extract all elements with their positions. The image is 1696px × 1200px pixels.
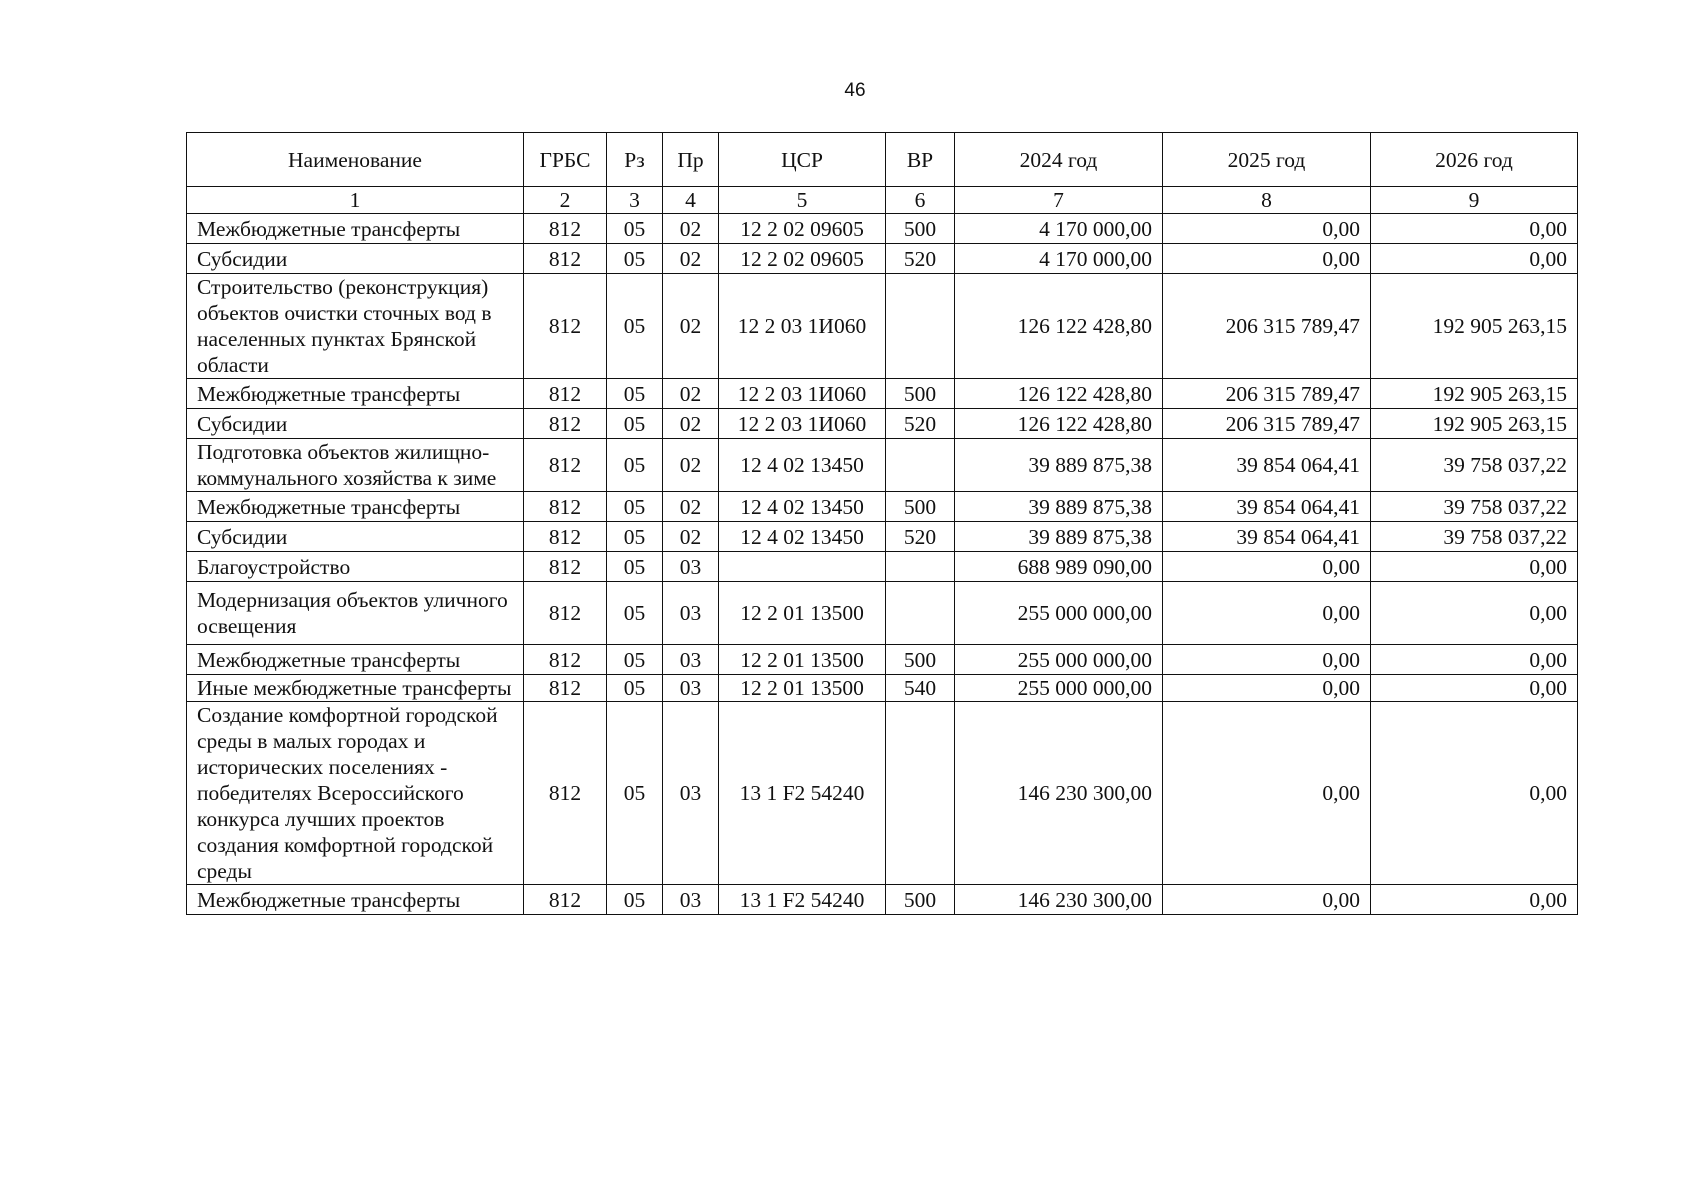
cell-grbs: 812 <box>524 379 607 409</box>
cell-2025: 0,00 <box>1163 214 1371 244</box>
cell-name: Субсидии <box>187 522 524 552</box>
cell-vr: 520 <box>886 409 955 439</box>
cell-pr: 02 <box>663 214 719 244</box>
cell-csr: 12 2 01 13500 <box>719 645 886 675</box>
cell-grbs: 812 <box>524 552 607 582</box>
cell-pr: 03 <box>663 675 719 702</box>
table-row <box>187 582 1578 645</box>
cell-csr: 12 2 01 13500 <box>719 675 886 702</box>
cell-2026: 0,00 <box>1371 885 1578 915</box>
cell-2025: 0,00 <box>1163 702 1371 885</box>
cell-vr: 500 <box>886 379 955 409</box>
cell-rz: 05 <box>607 379 663 409</box>
cell-2026: 0,00 <box>1371 645 1578 675</box>
cell-pr: 03 <box>663 582 719 645</box>
cell-2025: 0,00 <box>1163 675 1371 702</box>
cell-2024: 255 000 000,00 <box>955 645 1163 675</box>
cell-2024: 4 170 000,00 <box>955 244 1163 274</box>
cell-csr: 12 2 03 1И060 <box>719 379 886 409</box>
cell-2026: 0,00 <box>1371 582 1578 645</box>
header-csr: ЦСР <box>719 133 886 187</box>
cell-pr: 03 <box>663 552 719 582</box>
cell-csr: 12 2 02 09605 <box>719 214 886 244</box>
header-pr: Пр <box>663 133 719 187</box>
cell-2026: 192 905 263,15 <box>1371 409 1578 439</box>
cell-rz: 05 <box>607 582 663 645</box>
column-number: 7 <box>955 187 1163 214</box>
cell-2025: 39 854 064,41 <box>1163 492 1371 522</box>
column-number: 8 <box>1163 187 1371 214</box>
header-2026: 2026 год <box>1371 133 1578 187</box>
cell-vr <box>886 552 955 582</box>
cell-grbs: 812 <box>524 274 607 379</box>
table-row <box>187 885 1578 915</box>
cell-grbs: 812 <box>524 582 607 645</box>
column-number: 9 <box>1371 187 1578 214</box>
cell-2026: 39 758 037,22 <box>1371 522 1578 552</box>
cell-2024: 255 000 000,00 <box>955 582 1163 645</box>
cell-rz: 05 <box>607 274 663 379</box>
cell-vr <box>886 582 955 645</box>
cell-grbs: 812 <box>524 439 607 492</box>
cell-2025: 206 315 789,47 <box>1163 274 1371 379</box>
cell-name: Строительство (реконструкция) объектов очистки сточных вод в населенных пунктах Брянской области <box>187 274 524 379</box>
cell-rz: 05 <box>607 885 663 915</box>
cell-pr: 02 <box>663 274 719 379</box>
cell-2025: 0,00 <box>1163 244 1371 274</box>
table-row <box>187 552 1578 582</box>
cell-vr <box>886 439 955 492</box>
cell-2024: 255 000 000,00 <box>955 675 1163 702</box>
cell-2024: 4 170 000,00 <box>955 214 1163 244</box>
cell-2025: 39 854 064,41 <box>1163 439 1371 492</box>
cell-grbs: 812 <box>524 214 607 244</box>
cell-csr: 12 2 02 09605 <box>719 244 886 274</box>
column-number: 6 <box>886 187 955 214</box>
cell-2026: 0,00 <box>1371 244 1578 274</box>
cell-rz: 05 <box>607 675 663 702</box>
cell-2025: 0,00 <box>1163 552 1371 582</box>
table-row <box>187 274 1578 379</box>
cell-vr: 540 <box>886 675 955 702</box>
cell-csr: 12 4 02 13450 <box>719 439 886 492</box>
cell-2024: 39 889 875,38 <box>955 522 1163 552</box>
cell-rz: 05 <box>607 492 663 522</box>
cell-name: Субсидии <box>187 244 524 274</box>
cell-2026: 192 905 263,15 <box>1371 274 1578 379</box>
cell-name: Субсидии <box>187 409 524 439</box>
cell-2024: 126 122 428,80 <box>955 409 1163 439</box>
cell-rz: 05 <box>607 702 663 885</box>
cell-vr: 520 <box>886 244 955 274</box>
table-row <box>187 522 1578 552</box>
cell-name: Подготовка объектов жилищно-коммунального хозяйства к зиме <box>187 439 524 492</box>
header-2025: 2025 год <box>1163 133 1371 187</box>
cell-csr: 12 4 02 13450 <box>719 522 886 552</box>
cell-vr: 500 <box>886 214 955 244</box>
cell-grbs: 812 <box>524 522 607 552</box>
cell-2026: 192 905 263,15 <box>1371 379 1578 409</box>
column-number: 1 <box>187 187 524 214</box>
cell-2024: 146 230 300,00 <box>955 885 1163 915</box>
cell-name: Межбюджетные трансферты <box>187 214 524 244</box>
cell-csr: 13 1 F2 54240 <box>719 702 886 885</box>
budget-table <box>186 132 1578 915</box>
column-number-row <box>187 187 1578 214</box>
column-number: 2 <box>524 187 607 214</box>
page-number: 46 <box>844 80 866 101</box>
cell-name: Межбюджетные трансферты <box>187 885 524 915</box>
cell-name: Межбюджетные трансферты <box>187 645 524 675</box>
table-row <box>187 214 1578 244</box>
cell-name: Создание комфортной городской среды в малых городах и исторических поселениях - победителях Всероссийского конкурса лучших проектов создания комфортной городской среды <box>187 702 524 885</box>
cell-rz: 05 <box>607 409 663 439</box>
cell-vr: 500 <box>886 885 955 915</box>
cell-csr: 12 2 03 1И060 <box>719 409 886 439</box>
table-row <box>187 409 1578 439</box>
cell-pr: 03 <box>663 702 719 885</box>
table-row <box>187 675 1578 702</box>
cell-2026: 39 758 037,22 <box>1371 492 1578 522</box>
cell-vr: 500 <box>886 492 955 522</box>
cell-vr <box>886 702 955 885</box>
cell-grbs: 812 <box>524 244 607 274</box>
cell-rz: 05 <box>607 244 663 274</box>
cell-2025: 0,00 <box>1163 645 1371 675</box>
cell-2024: 126 122 428,80 <box>955 379 1163 409</box>
cell-pr: 02 <box>663 522 719 552</box>
header-vr: ВР <box>886 133 955 187</box>
cell-name: Иные межбюджетные трансферты <box>187 675 524 702</box>
header-row <box>187 133 1578 187</box>
column-number: 3 <box>607 187 663 214</box>
cell-vr: 520 <box>886 522 955 552</box>
cell-2025: 0,00 <box>1163 885 1371 915</box>
cell-grbs: 812 <box>524 409 607 439</box>
table-row <box>187 492 1578 522</box>
cell-2024: 39 889 875,38 <box>955 439 1163 492</box>
cell-pr: 02 <box>663 244 719 274</box>
cell-pr: 02 <box>663 492 719 522</box>
header-2024: 2024 год <box>955 133 1163 187</box>
cell-pr: 02 <box>663 439 719 492</box>
cell-grbs: 812 <box>524 885 607 915</box>
cell-2026: 0,00 <box>1371 702 1578 885</box>
cell-csr: 13 1 F2 54240 <box>719 885 886 915</box>
cell-pr: 03 <box>663 885 719 915</box>
cell-2024: 126 122 428,80 <box>955 274 1163 379</box>
cell-2024: 688 989 090,00 <box>955 552 1163 582</box>
cell-2026: 0,00 <box>1371 552 1578 582</box>
cell-pr: 02 <box>663 379 719 409</box>
cell-rz: 05 <box>607 645 663 675</box>
cell-pr: 02 <box>663 409 719 439</box>
table-row <box>187 702 1578 885</box>
cell-grbs: 812 <box>524 492 607 522</box>
cell-2025: 0,00 <box>1163 582 1371 645</box>
header-grbs: ГРБС <box>524 133 607 187</box>
cell-name: Благоустройство <box>187 552 524 582</box>
column-number: 5 <box>719 187 886 214</box>
cell-2025: 206 315 789,47 <box>1163 379 1371 409</box>
cell-name: Межбюджетные трансферты <box>187 379 524 409</box>
cell-csr: 12 4 02 13450 <box>719 492 886 522</box>
cell-vr <box>886 274 955 379</box>
table-row <box>187 645 1578 675</box>
cell-csr: 12 2 01 13500 <box>719 582 886 645</box>
cell-grbs: 812 <box>524 702 607 885</box>
cell-2024: 39 889 875,38 <box>955 492 1163 522</box>
cell-rz: 05 <box>607 552 663 582</box>
cell-pr: 03 <box>663 645 719 675</box>
cell-name: Межбюджетные трансферты <box>187 492 524 522</box>
cell-grbs: 812 <box>524 645 607 675</box>
cell-name: Модернизация объектов уличного освещения <box>187 582 524 645</box>
cell-2025: 206 315 789,47 <box>1163 409 1371 439</box>
cell-2026: 0,00 <box>1371 675 1578 702</box>
cell-2026: 0,00 <box>1371 214 1578 244</box>
table-row <box>187 379 1578 409</box>
cell-rz: 05 <box>607 214 663 244</box>
header-rz: Рз <box>607 133 663 187</box>
cell-2024: 146 230 300,00 <box>955 702 1163 885</box>
cell-2026: 39 758 037,22 <box>1371 439 1578 492</box>
table-row <box>187 244 1578 274</box>
cell-grbs: 812 <box>524 675 607 702</box>
cell-rz: 05 <box>607 522 663 552</box>
cell-csr <box>719 552 886 582</box>
cell-2025: 39 854 064,41 <box>1163 522 1371 552</box>
cell-csr: 12 2 03 1И060 <box>719 274 886 379</box>
cell-vr: 500 <box>886 645 955 675</box>
header-name: Наименование <box>187 133 524 187</box>
cell-rz: 05 <box>607 439 663 492</box>
table-row <box>187 439 1578 492</box>
column-number: 4 <box>663 187 719 214</box>
